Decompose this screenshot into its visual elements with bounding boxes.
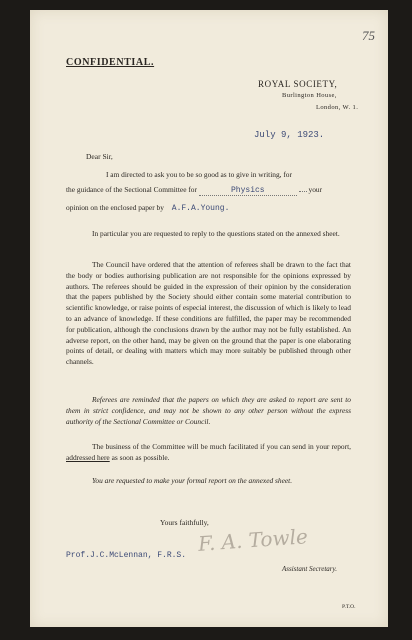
request-line-1: I am directed to ask you to be so good as to give in writing, for [106,170,292,179]
committee-field-tail [299,191,307,192]
letter-date: July 9, 1923. [254,130,325,140]
paragraph-formal-report: You are requested to make your formal report on the annexed sheet. [92,476,293,485]
request-line-3-prefix: opinion on the enclosed paper by [66,203,164,212]
request-line-2-prefix: the guidance of the Sectional Committee for [66,185,197,194]
confidential-heading: CONFIDENTIAL. [66,57,155,68]
request-line-3 [66,203,229,213]
request-line-2-suffix: your [308,185,323,194]
recipient: Prof.J.C.McLennan, F.R.S. [66,551,187,560]
paragraph-business [66,442,351,464]
letterhead-org: ROYAL SOCIETY, [258,79,338,89]
business-text-prefix: The business of the Committee will be much facilitated if you can send in your report, [92,442,351,451]
closing: Yours faithfully, [160,518,209,527]
paragraph-council: The Council have ordered that the attention of referees shall be drawn to the fact that the body or bodies authorising publication are not responsible for the opinions expressed by authors. The referees should be guided in the expression of their opinion by the consideration that the papers published by the Society should either contain some material contribution to scientific knowledge, or raise points of especial interest, the discussion of which is likely to lead to an advance of knowledge. If these conditions are fulfilled, the paper may be recommended for publication, although the conclusions drawn by the author may not be fully established. An adverse report, on the other hand, may be given on the ground that the paper is one elaborating points of detail, or dealing with matters which may more suitably be published through other channels. [66,260,351,367]
letter-sheet [30,10,388,627]
business-text-suffix: as soon as possible. [111,452,170,462]
paper-author: A.F.A.Young. [171,204,230,213]
committee-name: Physics [231,186,265,195]
request-line-2 [66,185,322,196]
pto-note: P.T.O. [342,604,356,610]
committee-field [199,185,297,196]
page-number: 75 [362,28,375,43]
letterhead-address-line-1: Burlington House, [282,92,337,99]
paragraph-confidence: Referees are reminded that the papers on which they are asked to report are sent to them in strict confidence, and may not be shown to any other person without the express authority of the Sectional Committee or Council. [66,395,351,426]
signer-role: Assistant Secretary. [282,565,337,573]
paragraph-questions: In particular you are requested to reply to the questions stated on the annexed sheet. [92,229,340,238]
salutation: Dear Sir, [86,152,113,161]
letterhead-address-line-2: London, W. 1. [316,104,359,111]
signature: F. A. Towle [197,524,309,556]
business-addressed-here: addressed here [66,452,110,462]
